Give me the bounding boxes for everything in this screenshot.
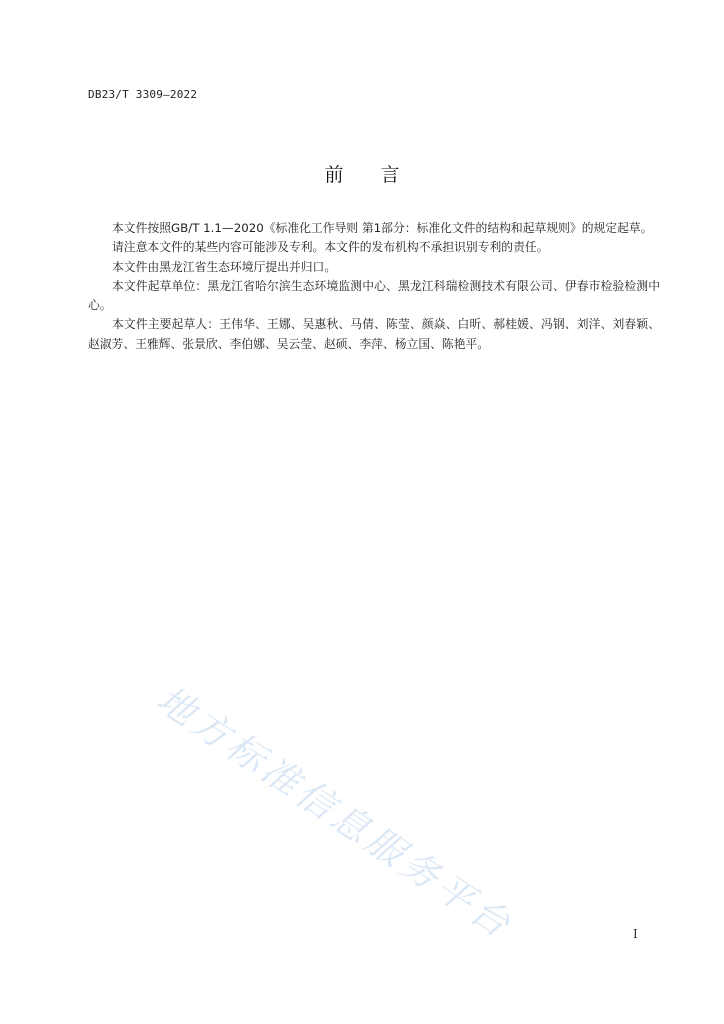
- paragraph-patent-notice: 请注意本文件的某些内容可能涉及专利。本文件的发布机构不承担识别专利的责任。: [112, 240, 549, 255]
- page-number: I: [633, 927, 638, 941]
- page-title: 前言: [324, 164, 437, 186]
- watermark: 地方标准信息服务平台: [148, 677, 522, 948]
- paragraph-drafting-units: 本文件起草单位：黑龙江省哈尔滨生态环境监测中心、黑龙江科瑞检测技术有限公司、伊春市检验检测中心。: [88, 278, 660, 313]
- paragraph-drafters: 本文件主要起草人：王伟华、王娜、吴惠秋、马倩、陈莹、颜焱、白昕、郝桂媛、冯钢、刘洋、刘春颖、赵淑芳、王雅辉、张景欣、李伯娜、吴云莹、赵硕、李萍、杨立国、陈艳平。: [88, 317, 660, 351]
- paragraph-drafting-basis: 本文件按照GB/T 1.1—2020《标准化工作导则 第1部分：标准化文件的结构和起草规则》的规定起草。: [112, 221, 653, 235]
- foreword-body: [88, 219, 660, 354]
- paragraph-proposer: 本文件由黑龙江省生态环境厅提出并归口。: [112, 259, 337, 274]
- document-code: DB23/T 3309—2022: [88, 88, 198, 101]
